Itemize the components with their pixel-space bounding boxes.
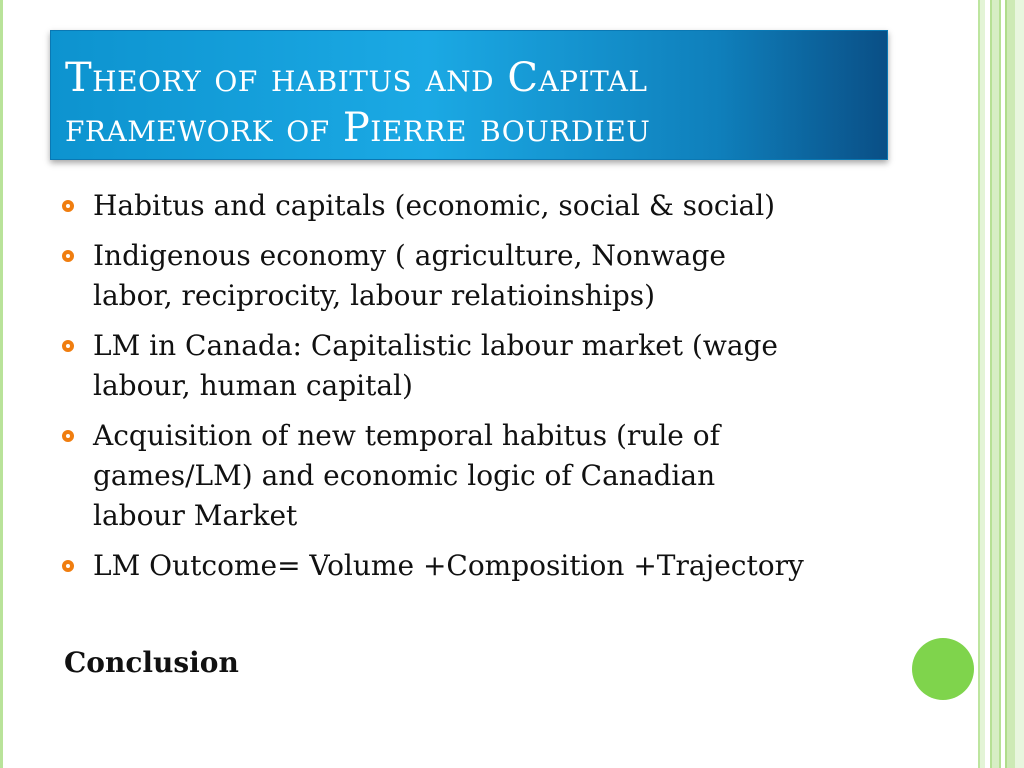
- bullet-text-line: LM Outcome= Volume +Composition +Trajectory: [93, 549, 804, 582]
- bullet-circle-icon: [62, 340, 74, 352]
- bullet-circle-icon: [62, 560, 74, 572]
- bullet-circle-icon: [62, 430, 74, 442]
- bullet-circle-icon: [62, 250, 74, 262]
- bullet-text-line: Habitus and capitals (economic, social & social): [93, 189, 776, 222]
- bullet-item: [62, 186, 892, 226]
- bullet-item: [62, 326, 892, 406]
- bullet-text-line: labour, human capital): [93, 369, 413, 402]
- bullet-text-line: LM in Canada: Capitalistic labour market (wage: [93, 329, 779, 362]
- bullet-item: [62, 416, 892, 536]
- left-border-decoration: [0, 0, 12, 768]
- bullet-text-line: Acquisition of new temporal habitus (rule of: [93, 419, 720, 452]
- stripe-decoration: [990, 0, 1001, 768]
- conclusion-heading: Conclusion: [64, 646, 239, 679]
- slide-title-line: framework of Pierre bourdieu: [65, 105, 651, 151]
- stripe-decoration: [1005, 0, 1015, 768]
- bullet-circle-icon: [62, 200, 74, 212]
- bullet-text-line: labor, reciprocity, labour relatioinships): [93, 279, 656, 312]
- bullet-item: [62, 236, 892, 316]
- bullet-text-line: labour Market: [93, 499, 298, 532]
- slide-title: [65, 53, 887, 153]
- title-banner: [50, 30, 888, 160]
- bullet-text-line: games/LM) and economic logic of Canadian: [93, 459, 716, 492]
- bullet-item: [62, 546, 892, 586]
- bullet-list: [62, 186, 892, 596]
- stripe-decoration: [1015, 0, 1024, 768]
- green-circle-decoration: [912, 638, 974, 700]
- slide-title-line: Theory of habitus and Capital: [65, 55, 648, 101]
- stripe-decoration: [978, 0, 985, 768]
- bullet-text-line: Indigenous economy ( agriculture, Nonwage: [93, 239, 726, 272]
- right-stripe-decoration: [978, 0, 1024, 768]
